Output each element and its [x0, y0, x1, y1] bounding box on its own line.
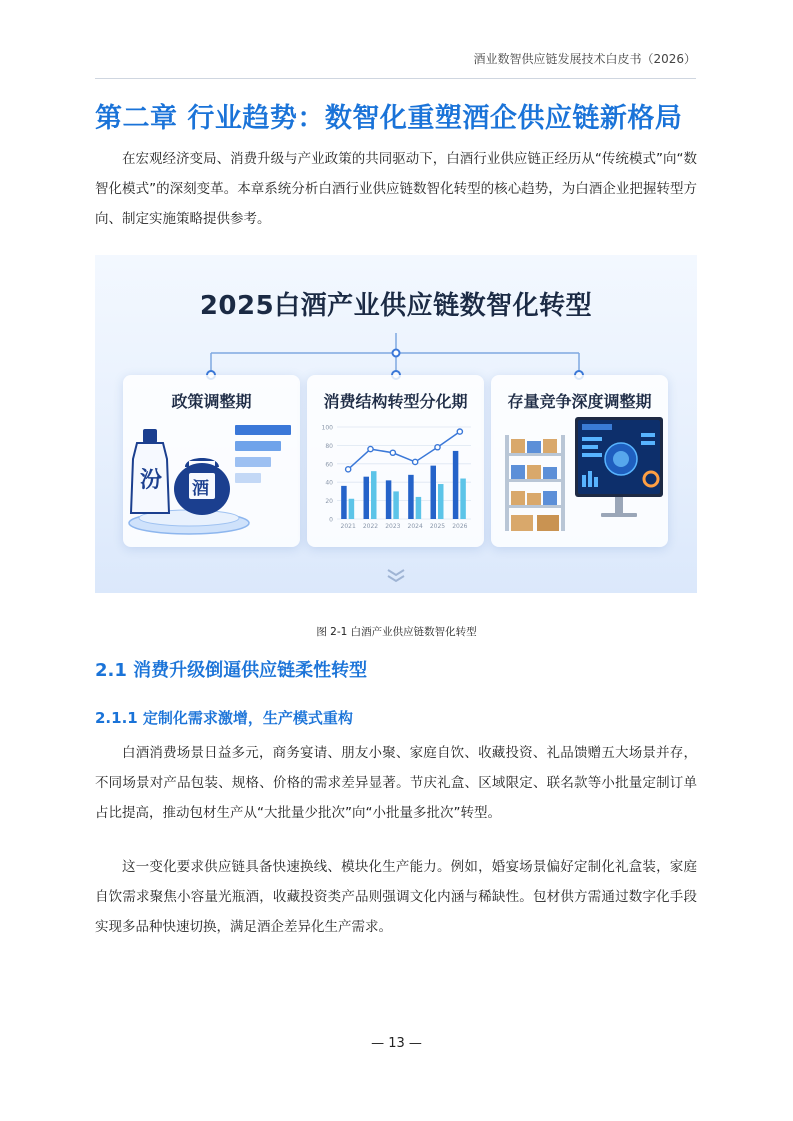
x-tick-label: 2022 [362, 523, 379, 530]
y-tick-label: 20 [325, 498, 333, 506]
y-tick-label: 80 [325, 442, 333, 450]
section-paragraph: 这一变化要求供应链具备快速换线、模块化生产能力。例如，婚宴场景偏好定制化礼盒装，家庭自饮需求聚焦小容量光瓶酒，收藏投资类产品则强调文化内涵与稀缺性。包材供方需通过数字化手段实现多品种快速切换，满足酒企差异化生产需求。 [95, 859, 697, 935]
bar-series-b [393, 491, 399, 519]
section-paragraph: 白酒消费场景日益多元，商务宴请、朋友小聚、家庭自饮、收藏投资、礼品馈赠五大场景并存，不同场景对产品包装、规格、价格的需求差异显著。节庆礼盒、区域限定、联名款等小批量定制订单占比提高，推动包材生产从“大批量少批次”向“小批量多批次”转型。 [95, 745, 697, 821]
bar-series-a [453, 451, 459, 519]
subsection-title: 2.1.1 定制化需求激增，生产模式重构 [95, 709, 353, 727]
trend-point [390, 450, 395, 455]
stage-card-competition [491, 375, 668, 547]
figure-caption: 图 2-1 白酒产业供应链数智化转型 [316, 626, 477, 638]
x-tick-label: 2021 [340, 523, 356, 530]
x-tick-label: 2023 [385, 523, 401, 530]
x-tick-label: 2024 [407, 523, 423, 530]
y-tick-label: 60 [325, 461, 333, 469]
bar-series-a [386, 480, 392, 519]
figure-title: 2025白酒产业供应链数智化转型 [199, 291, 593, 321]
bottle-label-fen: 汾 [140, 467, 163, 493]
trend-point [368, 446, 373, 451]
liquor-bottles-illustration [123, 375, 300, 547]
stage-label: 存量竞争深度调整期 [507, 392, 652, 411]
bar-series-a [341, 486, 347, 519]
bar-series-a [431, 466, 437, 519]
y-tick-label: 100 [321, 424, 333, 432]
stage-label: 消费结构转型分化期 [323, 392, 468, 411]
bottle-label-jiu: 酒 [192, 479, 209, 499]
bar-series-a [408, 475, 414, 519]
warehouse-dashboard-illustration [491, 375, 668, 547]
trend-point [413, 459, 418, 464]
chapter-intro: 在宏观经济变局、消费升级与产业政策的共同驱动下，白酒行业供应链正经历从“传统模式”向“数智化模式”的深刻变革。本章系统分析白酒行业供应链数智化转型的核心趋势，为白酒企业把握转型方向、制定实施策略提供参考。 [95, 151, 697, 227]
stage-card-policy [123, 375, 300, 547]
bar-series-b [460, 479, 466, 519]
growth-chart-illustration [307, 375, 484, 547]
x-tick-label: 2025 [429, 523, 446, 530]
y-tick-label: 0 [329, 516, 333, 524]
stage-card-consumption [307, 375, 484, 547]
header-rule [95, 78, 696, 79]
trend-point [457, 429, 462, 434]
y-tick-label: 40 [325, 479, 333, 487]
page-number: — 13 — [371, 1036, 422, 1051]
section-title: 2.1 消费升级倒逼供应链柔性转型 [95, 660, 368, 681]
trend-point [435, 445, 440, 450]
chevron-down-icon [385, 567, 407, 583]
bar-series-b [349, 499, 355, 519]
bar-series-b [416, 497, 422, 519]
bar-series-b [371, 471, 377, 519]
bar-series-b [438, 484, 444, 519]
bar-series-a [364, 477, 370, 519]
trend-point [346, 467, 351, 472]
chapter-title: 第二章 行业趋势：数智化重塑酒企供应链新格局 [95, 103, 683, 134]
figure-2-1 [95, 255, 697, 593]
stage-label: 政策调整期 [171, 392, 252, 411]
running-header: 酒业数智供应链发展技术白皮书（2026） [473, 52, 696, 66]
x-tick-label: 2026 [452, 523, 468, 530]
